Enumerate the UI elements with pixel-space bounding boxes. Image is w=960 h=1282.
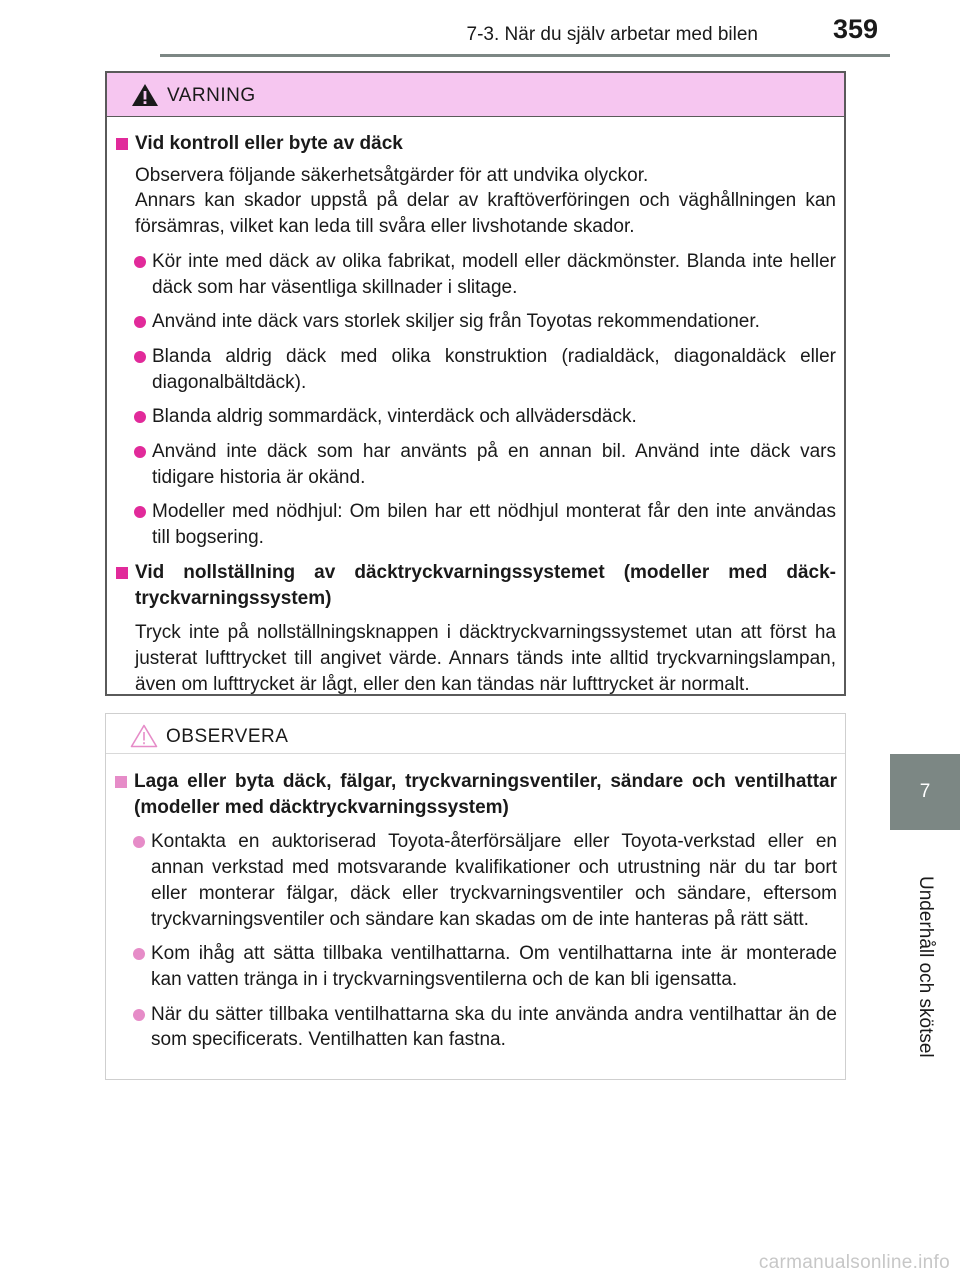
notice-content — [114, 769, 837, 1053]
caution-triangle-icon — [130, 724, 158, 748]
section-title: 7-3. När du själv arbetar med bilen — [466, 24, 758, 45]
notice-heading — [114, 769, 837, 820]
square-bullet-icon — [116, 567, 128, 579]
notice-header — [106, 714, 845, 754]
square-bullet-icon — [115, 776, 127, 788]
list-item: Använd inte däck vars storlek skiljer sig från Toyotas rekommendationer. — [115, 309, 836, 335]
round-bullet-icon — [134, 446, 146, 458]
notice-title: OBSERVERA — [166, 726, 289, 747]
notice-heading-text: Laga eller byta däck, fälgar, tryckvarningsventiler, sändare och ventilhattar (modeller med däcktryckvarningssystem) — [134, 771, 837, 818]
round-bullet-icon — [134, 351, 146, 363]
warning-content — [115, 131, 836, 697]
warning-paragraph-2: Tryck inte på nollställningsknappen i däcktryckvarningssystemet utan att först ha justerat lufttrycket till angivet värde. Annars tänds inte alltid tryckvarningslampan, även om lufttrycket är lågt, eller den kan tändas när lufttrycket är normalt. — [135, 622, 836, 695]
list-item: Kör inte med däck av olika fabrikat, modell eller däckmönster. Blanda inte heller däck som har väsentliga skillnader i slitage. — [115, 249, 836, 300]
warning-heading-2 — [115, 560, 836, 611]
list-item: Använd inte däck som har använts på en annan bil. Använd inte däck vars tidigare historia är okänd. — [115, 439, 836, 490]
warning-heading-1 — [115, 131, 836, 157]
warning-intro-line2: Annars kan skador uppstå på delar av kraftöverföringen och väghållningen kan försämras, vilket kan leda till svåra eller livshotande skador. — [135, 190, 836, 238]
list-item: Blanda aldrig däck med olika konstruktion (radialdäck, diagonaldäck eller diagonalbältdäck). — [115, 344, 836, 395]
round-bullet-icon — [133, 948, 145, 960]
round-bullet-icon — [134, 506, 146, 518]
warning-title: VARNING — [167, 85, 256, 106]
watermark: carmanualsonline.info — [758, 1252, 950, 1273]
warning-header — [107, 73, 844, 117]
notice-box — [105, 713, 846, 1080]
round-bullet-icon — [134, 256, 146, 268]
page-number: 359 — [832, 14, 878, 44]
round-bullet-icon — [134, 316, 146, 328]
round-bullet-icon — [134, 411, 146, 423]
round-bullet-icon — [133, 1009, 145, 1021]
warning-triangle-icon — [131, 83, 159, 107]
chapter-label — [890, 832, 960, 1102]
warning-box — [105, 71, 846, 696]
warning-heading-1-text: Vid kontroll eller byte av däck — [135, 133, 403, 154]
chapter-tab: 7 — [890, 754, 960, 830]
warning-intro-line1: Observera följande säkerhetsåtgärder för att undvika olyckor. — [135, 164, 649, 186]
list-item: Kom ihåg att sätta tillbaka ventilhattarna. Om ventilhattarna inte är monterade kan vatten tränga in i tryckvarningsventilerna och de kan bli igensatta. — [114, 941, 837, 992]
list-item: När du sätter tillbaka ventilhattarna ska du inte använda andra ventilhattar än de som specificerats. Ventilhatten kan fastna. — [114, 1002, 837, 1053]
round-bullet-icon — [133, 836, 145, 848]
list-item: Modeller med nödhjul: Om bilen har ett nödhjul monterat får den inte användas till bogsering. — [115, 499, 836, 550]
chapter-label-text: Underhåll och skötsel — [915, 876, 936, 1058]
list-item: Blanda aldrig sommardäck, vinterdäck och allvädersdäck. — [115, 404, 836, 430]
list-item: Kontakta en auktoriserad Toyota-återförsäljare eller Toyota-verkstad eller en annan verkstad med motsvarande kvalifikationer och utrustning när du tar bort eller monterar fälgar, däck eller tryckvarningsventiler och sändare, eftersom tryckvarningsventiler och sändare kan skadas om de inte hanteras på rätt sätt. — [114, 829, 837, 932]
square-bullet-icon — [116, 138, 128, 150]
page-header — [160, 0, 890, 57]
warning-heading-2-text: Vid nollställning av däcktryckvarningssystemet (modeller med däcktryckvarningssystem) — [135, 561, 836, 609]
